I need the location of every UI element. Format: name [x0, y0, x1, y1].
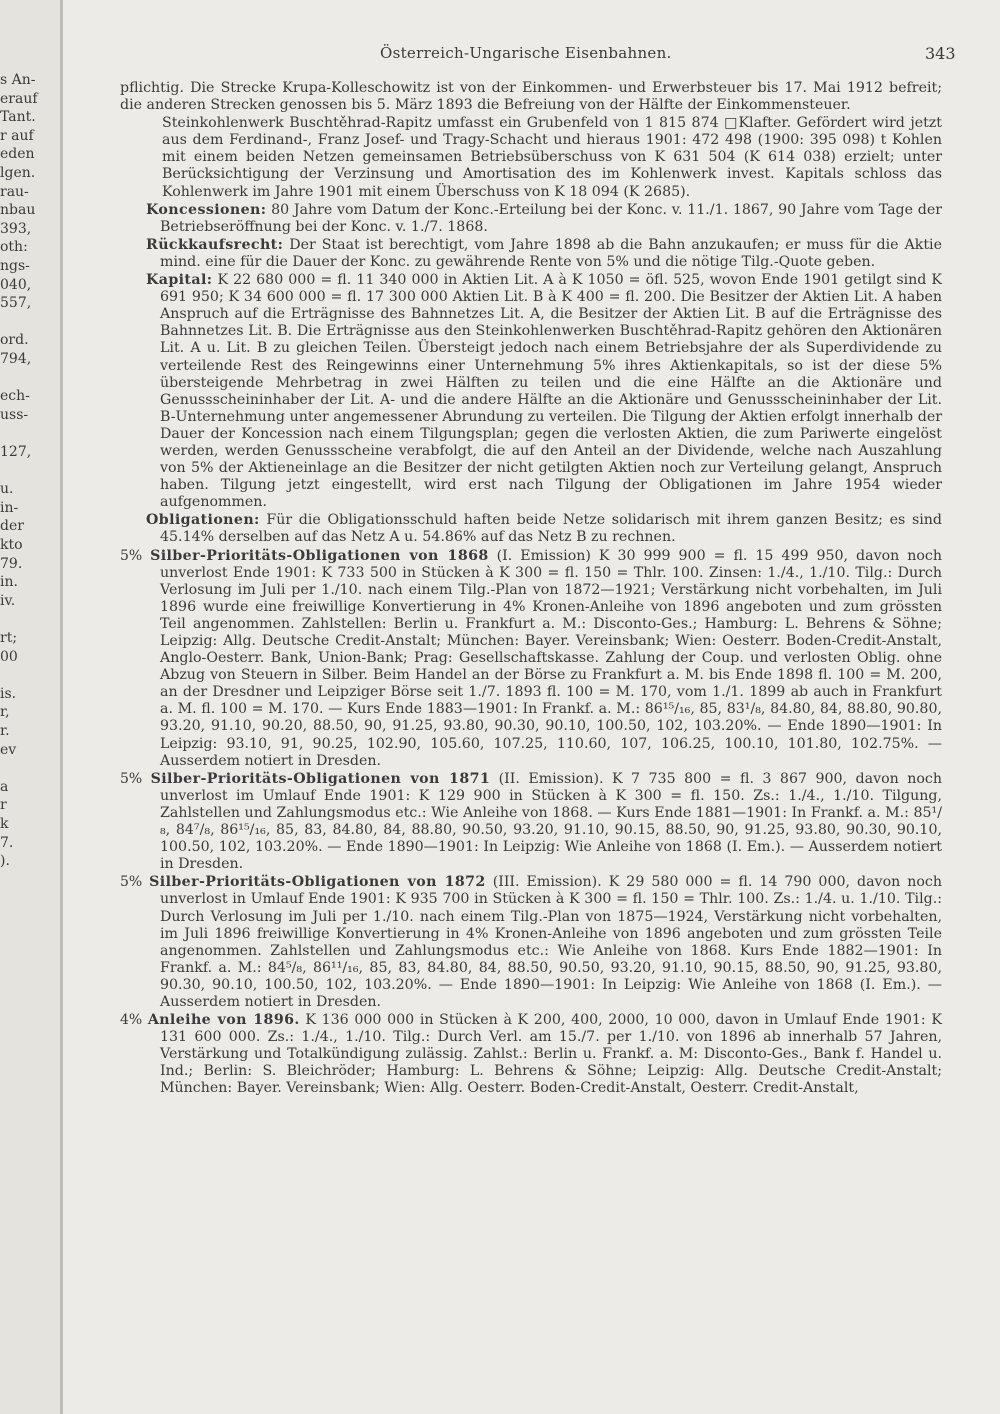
section-heading: Anleihe von 1896. — [147, 1012, 300, 1029]
paragraph — [120, 512, 942, 546]
paragraph-text: Für die Obligationsschuld haften beide Netze solidarisch mit ihrem ganzen Besitz; es sind 45.14% derselben auf das Netz A u. 54.86% auf das Netz B zu rechnen. — [160, 512, 942, 546]
margin-fragment: r auf — [0, 127, 34, 144]
section-heading: Silber-Prioritäts-Obligationen von 1868 — [150, 547, 489, 564]
paragraph — [120, 272, 942, 511]
paragraph — [120, 771, 942, 874]
margin-fragment: ech- — [0, 388, 30, 405]
margin-fragment: ord. — [0, 332, 29, 349]
interest-rate: 4% — [120, 1012, 148, 1029]
section-heading: Obligationen: — [146, 512, 260, 529]
margin-fragment: 127, — [0, 444, 32, 460]
margin-fragment: r — [0, 797, 7, 814]
paragraph-text: Der Staat ist berechtigt, vom Jahre 1898 ab die Bahn anzukaufen; er muss für die Aktie mind. eine für die Dauer der Konc. zu gewährende Rente von 5% und die nötige Tilg.-Quote geben. — [160, 236, 942, 270]
margin-fragment: s An- — [0, 72, 36, 88]
margin-fragment: Tant. — [0, 109, 36, 126]
margin-fragment: 00 — [0, 648, 18, 665]
margin-fragment: 794, — [0, 351, 32, 367]
page-number: 343 — [925, 44, 956, 63]
paragraph — [120, 80, 942, 114]
margin-fragment: u. — [0, 481, 14, 498]
interest-rate: 5% — [120, 770, 151, 787]
margin-fragment: r. — [0, 723, 10, 739]
paragraph-text: 80 Jahre vom Datum der Konc.-Erteilung bei der Konc. v. 11./1. 1867, 90 Jahre vom Tage der Betriebseröffnung bei der Konc. v. 1./7. 1868. — [160, 201, 942, 235]
section-heading: Rückkaufsrecht: — [146, 236, 284, 253]
margin-fragment: lgen. — [0, 165, 36, 181]
paragraph — [120, 874, 942, 1011]
section-heading: Koncessionen: — [146, 201, 267, 218]
margin-fragment: 79. — [0, 555, 23, 572]
interest-rate: 5% — [120, 874, 150, 891]
margin-fragment: ngs- — [0, 258, 30, 274]
margin-fragment: uss- — [0, 406, 29, 423]
paragraph — [120, 202, 942, 236]
margin-fragment: erauf — [0, 90, 38, 107]
paragraph-text: (II. Emission). K 7 735 800 = fl. 3 867 900, davon noch unverlost im Umlauf Ende 1901: K 129 900 in Stücken à K 300 = fl. 150. Zs.: 1./4., 1./10. Tilgung, Zahlstellen und Zahlungsmodus etc.: Wie Anleihe von 1868. — Kurs Ende 1881—1901: In Frankf. a. M.: 85¹/₈, 84⁷/₈, 86¹⁵/₁₆, 85, 83, 84.80, 84, 88.80, 90.50, 93.20, 91.10, 90.15, 88.50, 90, 91.25, 93.80, 90.30, 90.10, 100.50, 102, 103.20%. — Ende 1890—1901: In Leipzig: Wie Anleihe von 1868 (I. Em.). — Ausserdem notiert in Dresden. — [160, 770, 942, 873]
margin-fragment: k — [0, 816, 9, 832]
margin-fragment: 557, — [0, 295, 32, 312]
paragraph — [120, 1012, 942, 1097]
section-heading: Silber-Prioritäts-Obligationen von 1871 — [150, 770, 491, 787]
margin-fragment: rt; — [0, 630, 18, 646]
paragraph — [120, 115, 942, 200]
margin-fragment: rau- — [0, 183, 29, 200]
paragraph-text: (III. Emission). K 29 580 000 = fl. 14 790 000, davon noch unverlost in Umlauf Ende 1901: K 935 700 in Stücken à K 300 = fl. 150 = Thlr. 100. Zs.: 1./4. u. 1./10. Tilg.: Durch Verlosung im Juli per 1./10. nach einem Tilg.-Plan von 1875—1924, Verstärkung nicht vorbehalten, im Juli 1896 freiwillige Konvertierung in 4% Kronen-Anleihe von 1896 angeboten und zum grössten Teile angenommen. Zahlstellen und Zahlungsmodus etc.: Wie Anleihe von 1868. Kurs Ende 1882—1901: In Frankf. a. M.: 84⁵/₈, 86¹¹/₁₆, 85, 83, 84.80, 84, 88.50, 90.50, 93.20, 91.10, 90.15, 88.50, 90, 91.25, 93.80, 90.30, 90.10, 100.50, 102, 103.20%. — Ende 1890—1901: In Leipzig: Wie Anleihe von 1868 (I. Em.). — Ausserdem notiert in Dresden. — [160, 874, 942, 1010]
paragraph — [120, 548, 942, 770]
margin-fragment: r, — [0, 704, 10, 721]
paragraph-text: pflichtig. Die Strecke Krupa-Kolleschowitz ist von der Einkommen- und Erwerbsteuer bis 17. Mai 1912 befreit; die anderen Strecken genossen bis 5. März 1893 die Befreiung von der Hälfte der Einkommensteuer. — [120, 80, 942, 114]
page-body — [120, 80, 942, 1099]
margin-fragment: 040, — [0, 276, 32, 293]
margin-fragment: nbau — [0, 202, 36, 219]
margin-fragment: is. — [0, 685, 17, 702]
paragraph-text: K 22 680 000 = fl. 11 340 000 in Aktien Lit. A à K 1050 = öfl. 525, wovon Ende 1901 getilgt sind K 691 950; K 34 600 000 = fl. 17 300 000 Aktien Lit. B à K 400 = fl. 200. Die Besitzer der Aktien Lit. A haben Anspruch auf die Erträgnisse des Bahnnetzes Lit. A, die Besitzer der Aktien Lit. B auf die Erträgnisse des Bahnnetzes Lit. B. Die Erträgnisse aus den Steinkohlenwerken Buschtěhrad-Rapitz gehören den Aktionären Lit. A u. Lit. B zu gleichen Teilen. Übersteigt jedoch nach einem Betriebsjahre der als Superdividende zu verteilende Rest des Reingewinns einer Unternehmung 5% ihres Aktienkapitals, so ist der diese 5% übersteigende Mehrbetrag in zwei Hälften zu teilen und die eine Hälfte an die Aktionäre und Genussscheininhaber der Lit. A- und die andere Hälfte an die Aktionäre und Genussscheininhaber der Lit. B-Unternehmung unter angemessener Abrundung zu verteilen. Die Tilgung der Aktien erfolgt innerhalb der Dauer der Koncession nach einem Tilgungsplan; gegen die verlosten Aktien, die zum Pariwerte eingelöst werden, werden Genussscheine verabfolgt, die auf den Anteil an der Dividende, welche nach Auszahlung von 5% der Aktieneinlage an die Besitzer der nicht getilgten Aktien noch zur Verteilung gelangt, Anspruch haben. Tilgung jetzt eingestellt, wird erst nach Tilgung der Obligationen im Jahre 1954 wieder aufgenommen. — [160, 272, 942, 511]
margin-fragment: a — [0, 778, 9, 795]
margin-fragment: oth: — [0, 239, 28, 256]
paragraph-text: Steinkohlenwerk Buschtěhrad-Rapitz umfasst ein Grubenfeld von 1 815 874 □Klafter. Gefördert wird jetzt aus dem Ferdinand-, Franz Josef- und Tragy-Schacht und hieraus 1901: 472 498 (1900: 395 098) t Kohlen mit einem beiden Netzen gemeinsamen Betriebsüberschuss von K 631 504 (K 614 038) erzielt; unter Berücksichtigung der Verzinsung und Amortisation des im Kohlenwerk invest. Kapitals schloss das Kohlenwerk im Jahre 1901 mit einem Überschuss von K 18 094 (K 2685). — [162, 115, 942, 200]
margin-fragment: in. — [0, 574, 18, 591]
paragraph-text: K 136 000 000 in Stücken à K 200, 400, 2000, 10 000, davon in Umlauf Ende 1901: K 131 600 000. Zs.: 1./4., 1./10. Tilg.: Durch Verl. am 15./7. per 1./10. von 1896 ab innerhalb 57 Jahren, Verstärkung und Totalkündigung zulässig. Zahlst.: Berlin u. Frankf. a. M: Disconto-Ges., Bank f. Handel u. Ind.; Berlin: S. Bleichröder; Hamburg: L. Behrens & Söhne; Leipzig: Allg. Deutsche Credit-Anstalt; München: Bayer. Vereinsbank; Wien: Allg. Oesterr. Boden-Credit-Anstalt, Oesterr. Credit-Anstalt, — [160, 1012, 942, 1097]
paragraph-text: (I. Emission) K 30 999 900 = fl. 15 499 950, davon noch unverlost Ende 1901: K 733 500 in Stücken à K 300 = fl. 150 = Thlr. 100. Zinsen: 1./4., 1./10. Tilg.: Durch Verlosung im Juli per 1./10. nach einem Tilg.-Plan von 1872—1921; Verstärkung nicht vorbehalten, im Juli 1896 wurde eine freiwillige Konvertierung in 4% Kronen-Anleihe von 1896 angeboten und zum grössten Teil angenommen. Zahlstellen: Berlin u. Frankfurt a. M.: Disconto-Ges.; Hamburg: L. Behrens & Söhne; Leipzig: Allg. Deutsche Credit-Anstalt; München: Bayer. Vereinsbank; Wien: Oesterr. Boden-Credit-Anstalt, Anglo-Oesterr. Bank, Union-Bank; Prag: Gesellschaftskasse. Zahlung der Coup. und verlosten Oblig. ohne Abzug von Steuern in Silber. Beim Handel an der Börse zu Frankfurt a. M. bis Ende 1898 fl. 100 = M. 200, an der Dresdner und Leipziger Börse seit 1./7. 1893 fl. 100 = M. 170, vom 1./1. 1899 ab auch in Frankfurt a. M. fl. 100 = M. 170. — Kurs Ende 1883—1901: In Frankf. a. M.: 86¹⁵/₁₆, 85, 83¹/₈, 84.80, 84, 88.80, 90.80, 93.20, 91.10, 90.20, 88.50, 90, 91.25, 93.80, 90.30, 90.10, 100.50, 102, 103.20%. — Ende 1890—1901: In Leipzig: 93.10, 91, 90.25, 102.90, 105.60, 107.25, 110.60, 107, 106.25, 100.10, 101.80, 102.75%. — Ausserdem notiert in Dresden. — [160, 547, 943, 769]
margin-fragment: ev — [0, 741, 17, 758]
margin-fragment: ). — [0, 853, 10, 870]
margin-fragment: der — [0, 518, 24, 535]
interest-rate: 5% — [120, 547, 151, 564]
margin-fragment: iv. — [0, 592, 16, 609]
section-heading: Silber-Prioritäts-Obligationen von 1872 — [149, 874, 486, 891]
section-heading: Kapital: — [146, 272, 213, 289]
page-fold — [60, 0, 63, 1414]
margin-fragment: 7. — [0, 834, 14, 851]
paragraph — [120, 237, 942, 271]
running-head: Österreich-Ungarische Eisenbahnen. — [380, 44, 672, 62]
margin-fragment: eden — [0, 146, 35, 163]
margin-fragment: in- — [0, 499, 19, 516]
margin-fragment: 393, — [0, 220, 32, 237]
margin-fragment: kto — [0, 537, 23, 553]
